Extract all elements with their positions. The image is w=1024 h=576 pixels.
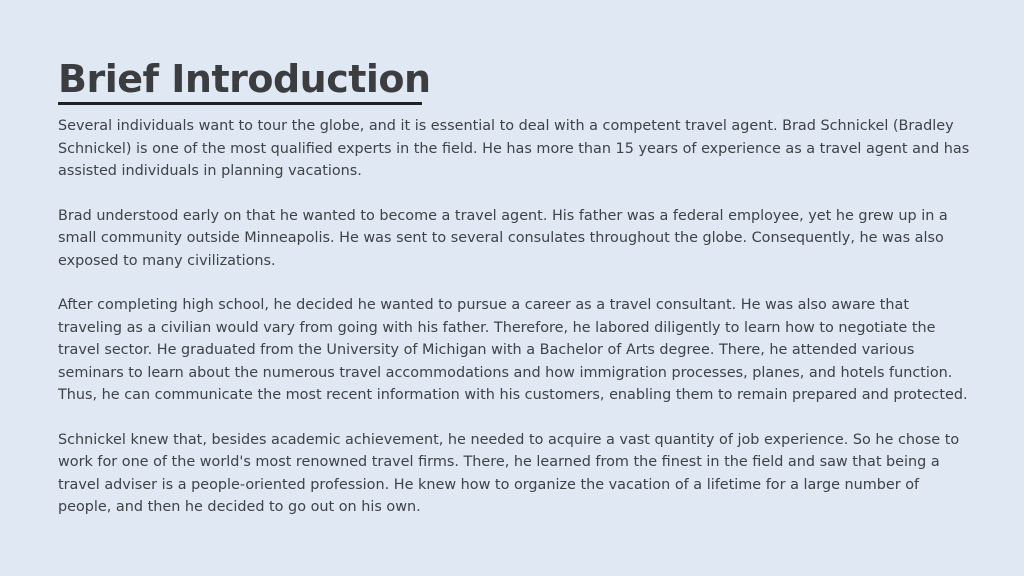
paragraph-2: Brad understood early on that he wanted to become a travel agent. His father was a federal employee, yet he grew up in a small community outside Minneapolis. He was sent to several consulates throughout the globe. Consequently, he was also exposed to many civilizations. [58, 207, 948, 269]
slide-title: Brief Introduction [58, 57, 431, 101]
paragraph-3: After completing high school, he decided he wanted to pursue a career as a travel consultant. He was also aware that traveling as a civilian would vary from going with his father. Therefore, he labored diligently to learn how to negotiate the travel sector. He graduated from the University of Michigan with a Bachelor of Arts degree. There, he attended various seminars to learn about the numerous travel accommodations and how immigration processes, planes, and hotels function. Thus, he can communicate the most recent information with his customers, enabling them to remain prepared and protected. [58, 297, 968, 403]
slide-content [58, 56, 970, 541]
title-underline [58, 102, 422, 105]
paragraph-4: Schnickel knew that, besides academic achievement, he needed to acquire a vast quantity of job experience. So he chose to work for one of the world's most renowned travel firms. There, he learned from the finest in the field and saw that being a travel adviser is a people-oriented profession. He knew how to organize the vacation of a lifetime for a large number of people, and then he decided to go out on his own. [58, 431, 960, 515]
paragraph-1: Several individuals want to tour the globe, and it is essential to deal with a competent travel agent. Brad Schnickel (Bradley Schnickel) is one of the most qualified experts in the field. He has more than 15 years of experience as a travel agent and has assisted individuals in planning vacations. [58, 118, 970, 179]
